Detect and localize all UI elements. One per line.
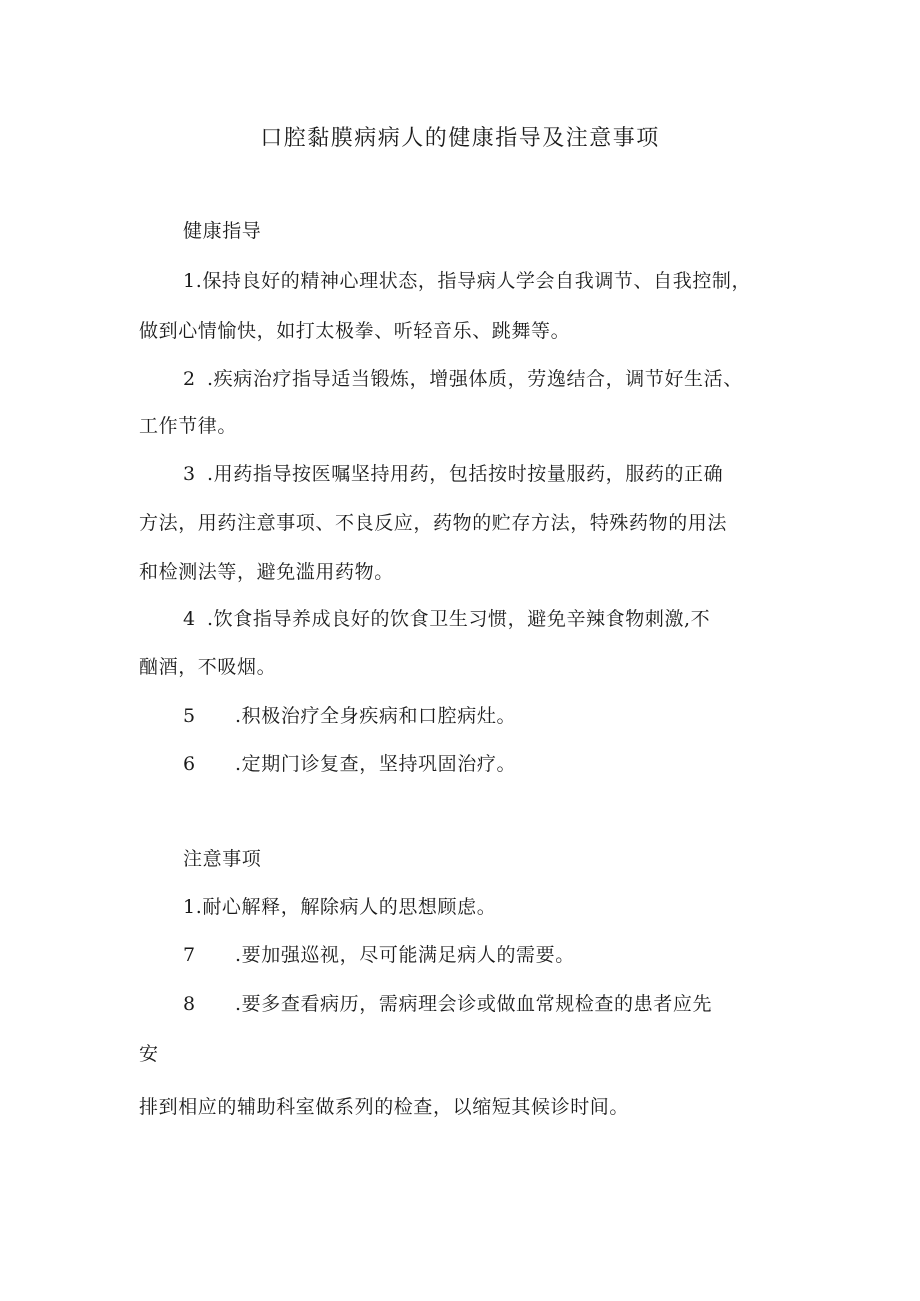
guidance-item-5-text: .积极治疗全身疾病和口腔病灶。: [235, 705, 517, 727]
guidance-item-5: [183, 703, 516, 729]
precaution-item-7: [183, 942, 575, 968]
guidance-item-5-number: 5: [183, 705, 196, 727]
guidance-item-4-number: 4: [183, 608, 196, 630]
precaution-item-8-line-1: [183, 991, 712, 1017]
guidance-item-6: [183, 751, 516, 777]
document-title: 口腔黏膜病病人的健康指导及注意事项: [260, 126, 660, 151]
guidance-item-3-text: .用药指导按医嘱坚持用药，包括按时按量服药，服药的正确: [207, 463, 724, 485]
guidance-item-1-line-2: 做到心情愉快，如打太极拳、听轻音乐、跳舞等。: [139, 320, 571, 342]
guidance-item-2-line-1: [183, 366, 743, 392]
section-heading-precautions: 注意事项: [183, 848, 262, 870]
precaution-item-8-number: 8: [183, 993, 196, 1015]
guidance-item-2-line-2: 工作节律。: [139, 415, 238, 437]
guidance-item-1-number: 1.: [183, 270, 203, 292]
guidance-item-3-line-3: 和检测法等，避免滥用药物。: [139, 561, 394, 583]
precaution-item-1-number: 1.: [183, 896, 203, 918]
guidance-item-2-number: 2: [183, 368, 196, 390]
section-heading-health-guidance: 健康指导: [183, 220, 262, 242]
guidance-item-4-line-1: [183, 606, 710, 632]
precaution-item-1-text: 耐心解释，解除病人的思想顾虑。: [202, 896, 497, 918]
guidance-item-3-number: 3: [183, 463, 196, 485]
guidance-item-4-text: .饮食指导养成良好的饮食卫生习惯，避免辛辣食物刺激,不: [207, 608, 711, 630]
guidance-item-2-text: .疾病治疗指导适当锻炼，增强体质，劳逸结合，调节好生活、: [207, 368, 743, 390]
guidance-item-6-number: 6: [183, 753, 196, 775]
precaution-item-8-line-3: 排到相应的辅助科室做系列的检查，以缩短其候诊时间。: [139, 1096, 630, 1118]
guidance-item-4-line-2: 酗酒，不吸烟。: [139, 656, 277, 678]
precaution-item-1: [183, 894, 496, 920]
guidance-item-1-line-1: [183, 268, 751, 294]
guidance-item-6-text: .定期门诊复查，坚持巩固治疗。: [235, 753, 517, 775]
guidance-item-3-line-2: 方法，用药注意事项、不良反应，药物的贮存方法，特殊药物的用法: [139, 512, 728, 534]
precaution-item-7-text: .要加强巡视，尽可能满足病人的需要。: [235, 944, 575, 966]
precaution-item-7-number: 7: [183, 944, 196, 966]
precaution-item-8-text: .要多查看病历，需病理会诊或做血常规检查的患者应先: [235, 993, 713, 1015]
precaution-item-8-line-2: 安: [139, 1043, 159, 1065]
guidance-item-1-text: 保持良好的精神心理状态，指导病人学会自我调节、自我控制，: [202, 270, 752, 292]
guidance-item-3-line-1: [183, 461, 723, 487]
